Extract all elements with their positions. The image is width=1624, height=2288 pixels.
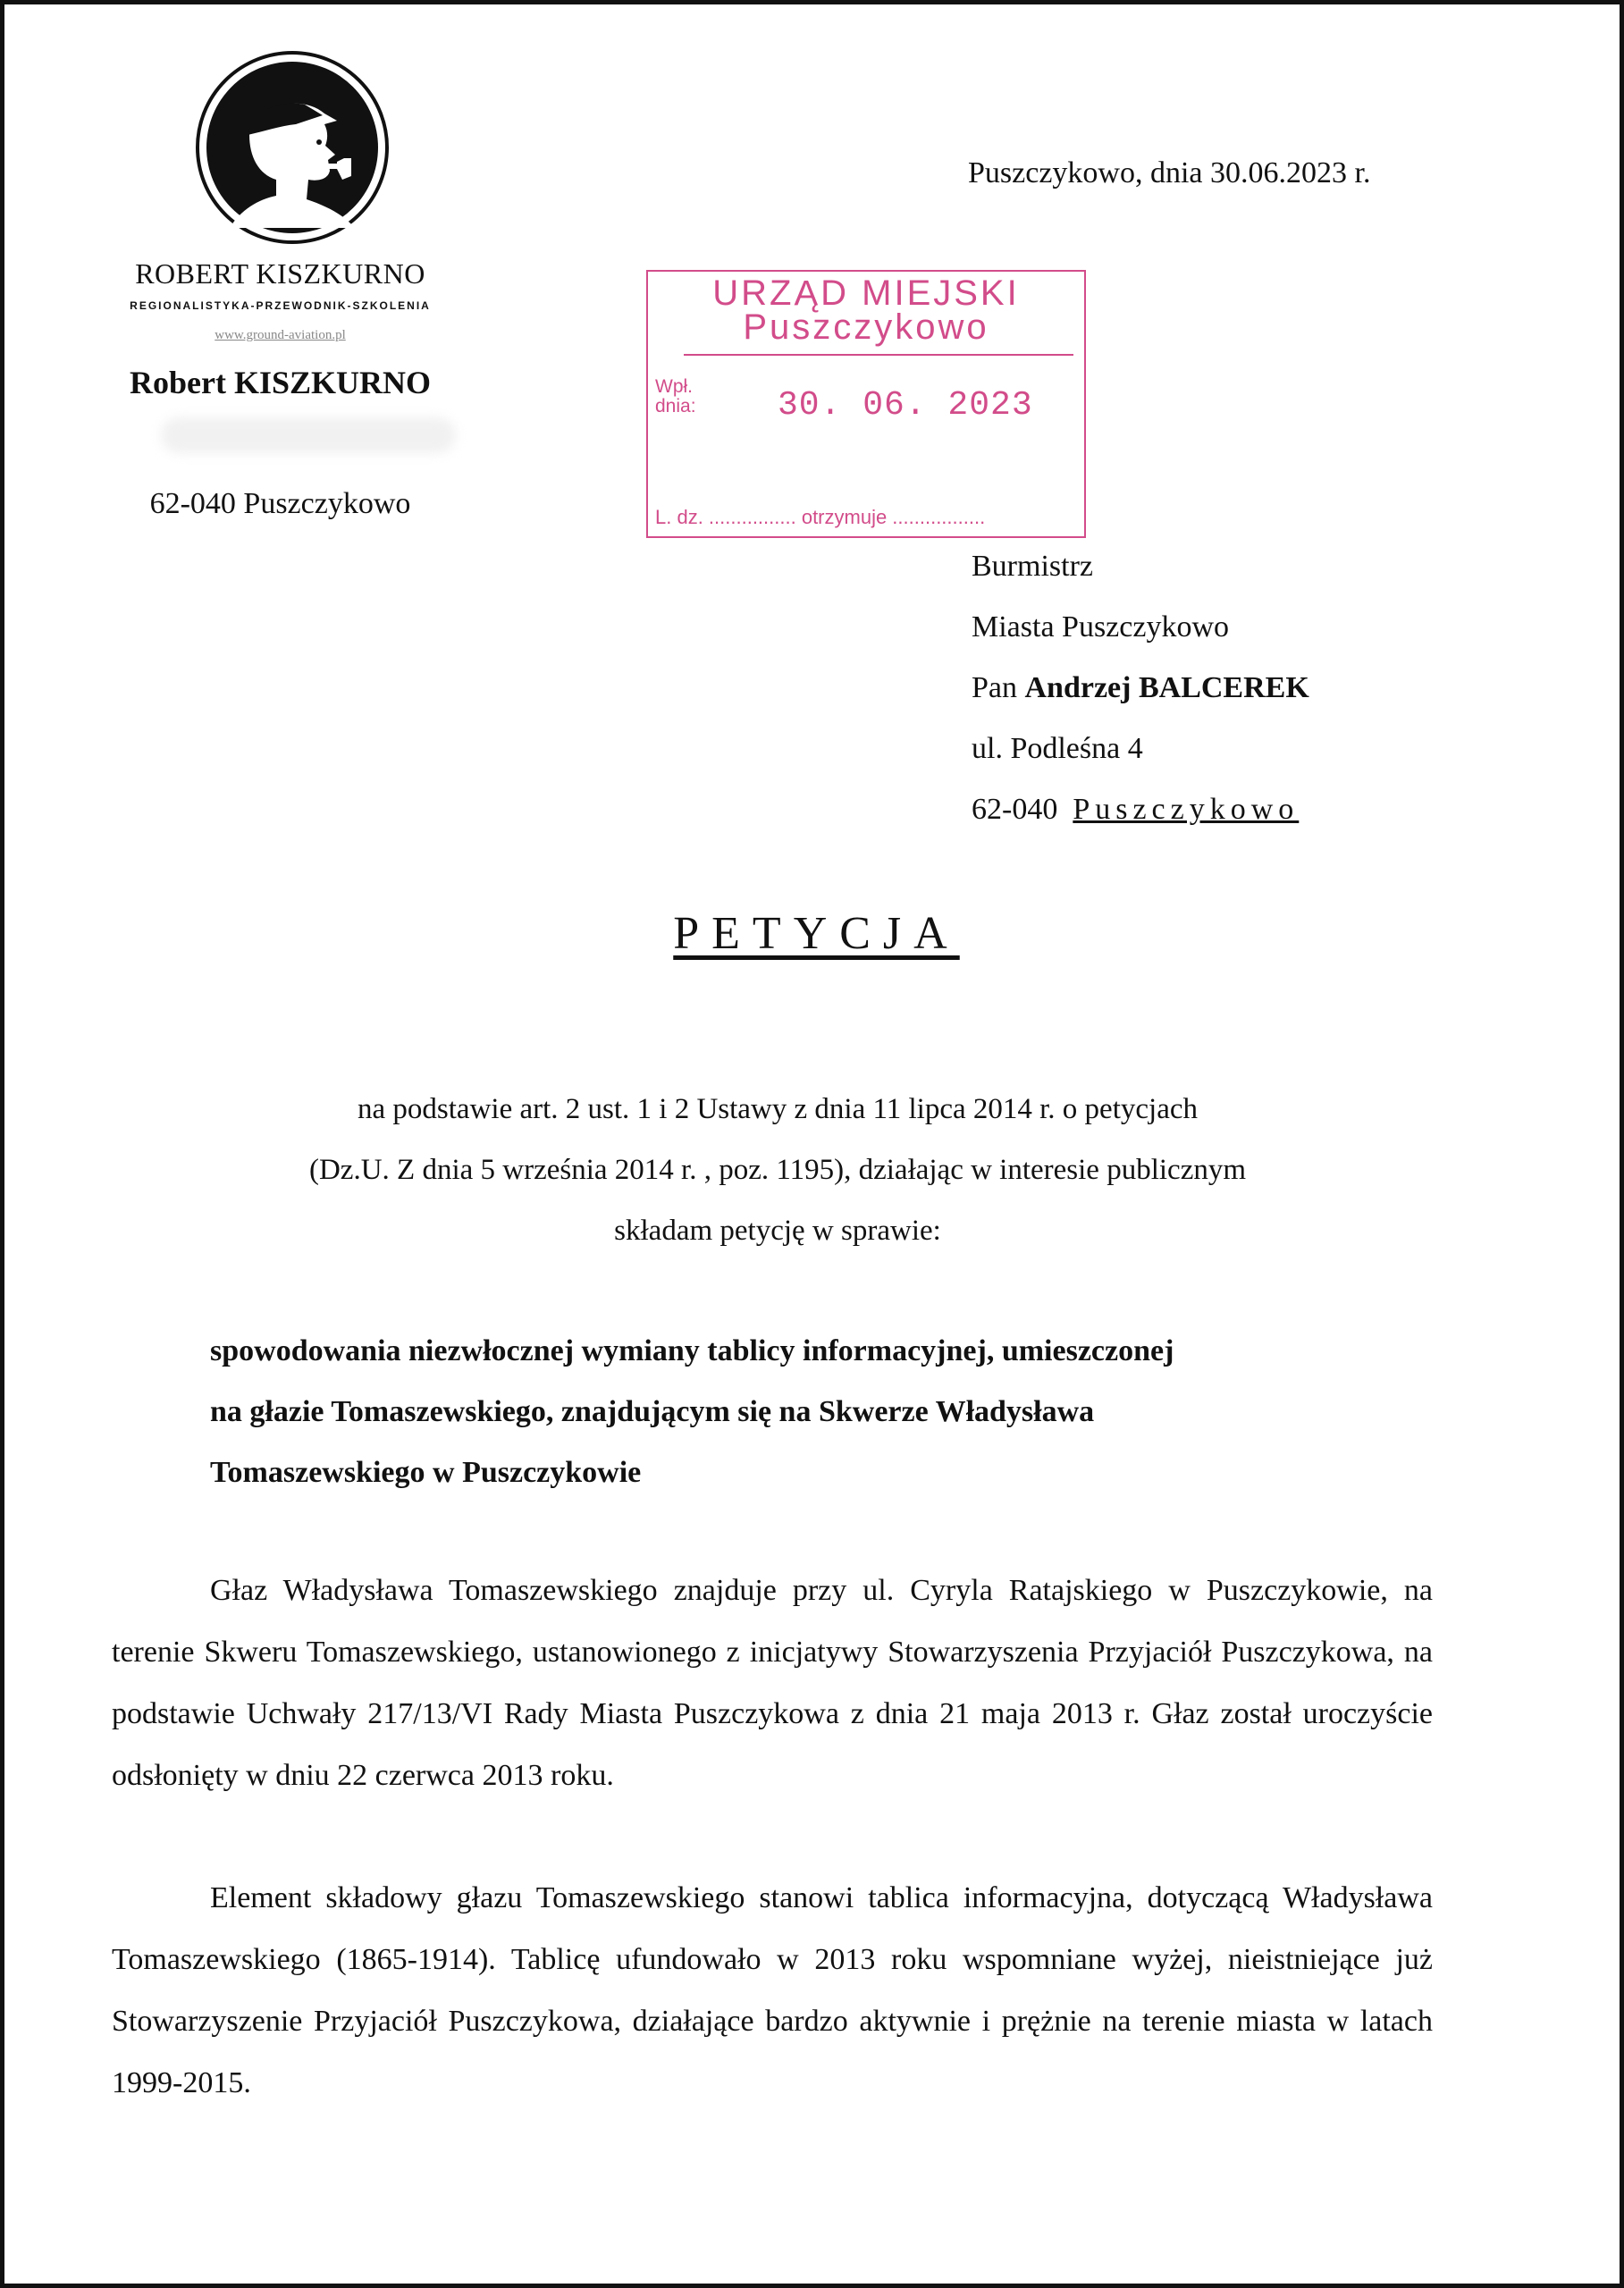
registry-stamp: [646, 270, 1086, 538]
sender-address: 62-040 Puszczykowo: [149, 487, 411, 520]
recipient-title: Burmistrz: [972, 550, 1093, 583]
stamp-divider: [684, 354, 1073, 356]
legal-basis-line-3: składam petycję w sprawie:: [614, 1215, 941, 1247]
body-paragraph-1: Głaz Władysława Tomaszewskiego znajduje przy ul. Cyryla Ratajskiego w Puszczykowie, na terenie Skweru Tomaszewskiego, ustanowionego z inicjatywy Stowarzyszenia Przyjaciół Puszczykowa, na podstawie Uchwały 217/13/VI Rady Miasta Puszczykowa z dnia 21 maja 2013 r. Głaz został uroczyście odsłonięty w dniu 22 czerwca 2013 roku.: [112, 1574, 1433, 1792]
recipient-office: Miasta Puszczykowo: [972, 610, 1230, 644]
sender-surname: KISZKURNO: [233, 365, 431, 400]
detective-pipe-silhouette-icon: [194, 49, 391, 246]
brand-website-link[interactable]: www.ground-aviation.pl: [215, 328, 346, 342]
recipient-full-name: Andrzej BALCEREK: [1024, 671, 1309, 704]
petition-subject-line-3: Tomaszewskiego w Puszczykowie: [210, 1456, 642, 1489]
legal-basis-line-1: na podstawie art. 2 ust. 1 i 2 Ustawy z dnia 11 lipca 2014 r. o petycjach: [358, 1093, 1198, 1125]
sender-first-name: Robert: [129, 365, 226, 400]
recipient-city: Puszczykowo: [1073, 793, 1300, 826]
sender-name: [85, 364, 475, 401]
brand-name: ROBERT KISZKURNO: [135, 257, 425, 290]
stamp-city: Puszczykowo: [743, 307, 989, 347]
legal-basis-line-2: (Dz.U. Z dnia 5 września 2014 r. , poz. 1195), działając w interesie publicznym: [308, 1154, 1247, 1186]
recipient-postcode: 62-040: [972, 793, 1058, 826]
brand-tagline: REGIONALISTYKA-PRZEWODNIK-SZKOLENIA: [130, 299, 431, 312]
recipient-name: [972, 671, 1309, 705]
date-line: Puszczykowo, dnia 30.06.2023 r.: [968, 156, 1371, 189]
stamp-office-name: URZĄD MIEJSKI: [712, 273, 1020, 313]
petition-subject-line-1: spowodowania niezwłocznej wymiany tablicy informacyjnej, umieszczonej: [210, 1334, 1174, 1367]
stamp-received-date: 30. 06. 2023: [778, 386, 1033, 425]
redacted-address-blur: [161, 417, 456, 453]
body-paragraph-2: Element składowy głazu Tomaszewskiego stanowi tablica informacyjna, dotyczącą Władysława Tomaszewskiego (1865-1914). Tablicę ufundowało w 2013 roku wspomniane wyżej, nieistniejące już Stowarzyszenie Przyjaciół Puszczykowa, działające bardzo aktywnie i prężnie na terenie miasta w latach 1999-2015.: [112, 1881, 1433, 2099]
petition-subject-line-2: na głazie Tomaszewskiego, znajdującym się na Skwerze Władysława: [210, 1395, 1095, 1428]
stamp-received-label: Wpł. dnia:: [655, 376, 696, 416]
recipient-street: ul. Podleśna 4: [972, 732, 1143, 765]
document-title: PETYCJA: [673, 908, 960, 959]
recipient-city-line: [972, 793, 1299, 827]
stamp-footer: L. dz. ................ otrzymuje .................: [655, 506, 986, 528]
recipient-honorific: Pan: [972, 671, 1017, 704]
